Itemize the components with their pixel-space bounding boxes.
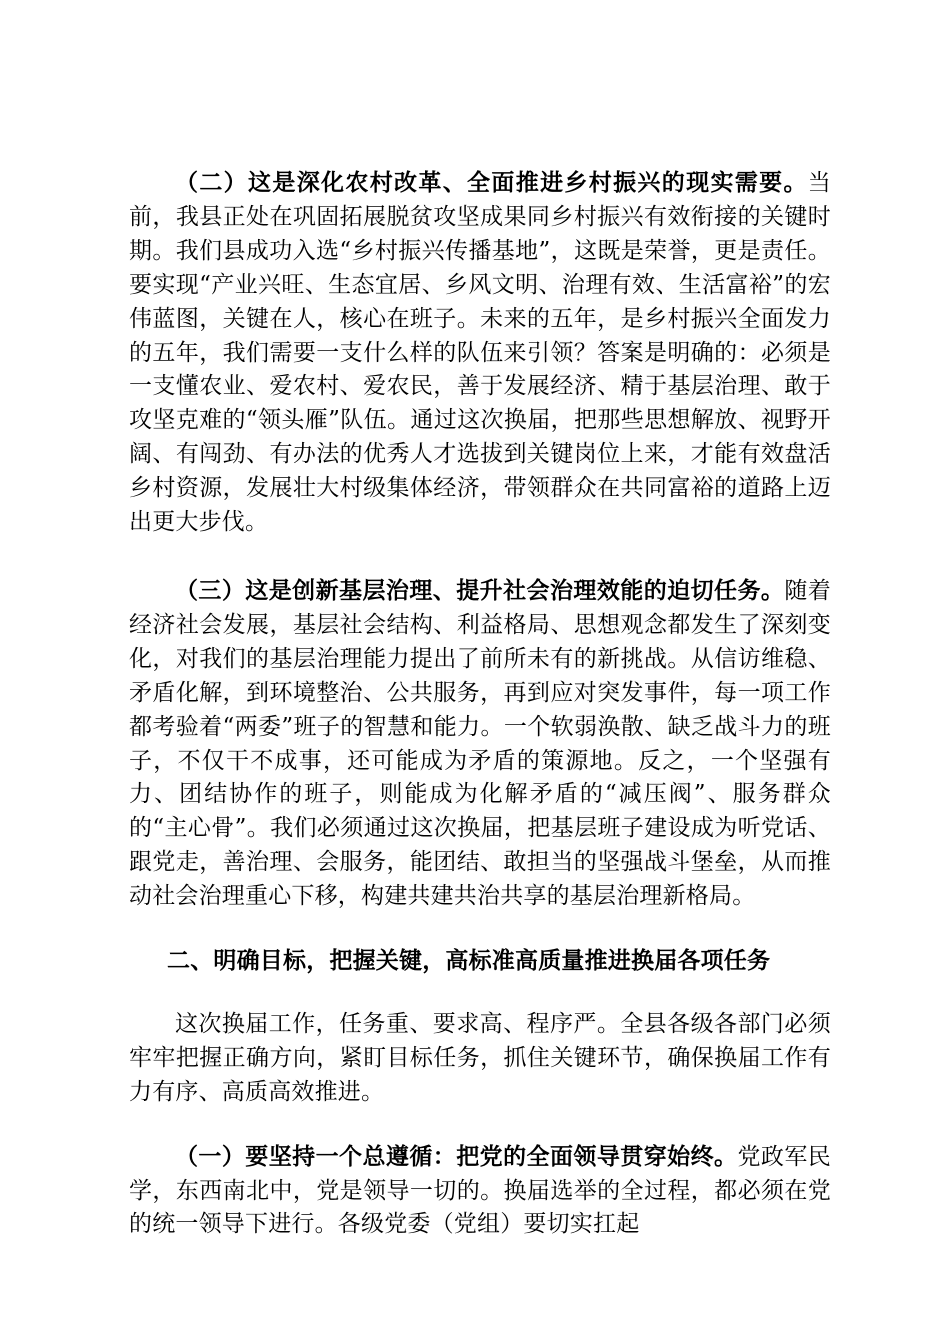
- section-heading-2: 二、明确目标，把握关键，高标准高质量推进换届各项任务: [167, 947, 771, 975]
- item-1-lead: （一）要坚持一个总遵循：把党的全面领导贯穿始终。: [175, 1142, 738, 1170]
- section-3-lead: （三）这是创新基层治理、提升社会治理效能的迫切任务。: [175, 576, 785, 604]
- document-page: [129, 166, 831, 1242]
- intro-body: 这次换届工作，任务重、要求高、程序严。全县各级各部门必须牢牢把握正确方向，紧盯目标任务，抓住关键环节，确保换届工作有力有序、高质高效推进。: [129, 1010, 831, 1105]
- paragraph-section-3: [129, 574, 831, 914]
- paragraph-section-2: [129, 166, 831, 540]
- section-3-body: 随着经济社会发展，基层社会结构、利益格局、思想观念都发生了深刻变化，对我们的基层治理能力提出了前所未有的新挑战。从信访维稳、矛盾化解，到环境整治、公共服务，再到应对突发事件，每一项工作都考验着“两委”班子的智慧和能力。一个软弱涣散、缺乏战斗力的班子，不仅干不成事，还可能成为矛盾的策源地。反之，一个坚强有力、团结协作的班子，则能成为化解矛盾的“减压阀”、服务群众的“主心骨”。我们必须通过这次换届，把基层班子建设成为听党话、跟党走，善治理、会服务，能团结、敢担当的坚强战斗堡垒，从而推动社会治理重心下移，构建共建共治共享的基层治理新格局。: [129, 577, 831, 910]
- section-2-lead: （二）这是深化农村改革、全面推进乡村振兴的现实需要。: [175, 169, 808, 196]
- section-2-body: 当前，我县正处在巩固拓展脱贫攻坚成果同乡村振兴有效衔接的关键时期。我们县成功入选“乡村振兴传播基地”，这既是荣誉，更是责任。要实现“产业兴旺、生态宜居、乡风文明、治理有效、生活富裕”的宏伟蓝图，关键在人，核心在班子。未来的五年，是乡村振兴全面发力的五年，我们需要一支什么样的队伍来引领？答案是明确的：必须是一支懂农业、爱农村、爱农民，善于发展经济、精于基层治理、敢于攻坚克难的“领头雁”队伍。通过这次换届，把那些思想解放、视野开阔、有闯劲、有办法的优秀人才选拔到关键岗位上来，才能有效盘活乡村资源，发展壮大村级集体经济，带领群众在共同富裕的道路上迈出更大步伐。: [129, 170, 831, 536]
- item-1-body: 党政军民学，东西南北中，党是领导一切的。换届选举的全过程，都必须在党的统一领导下进行。各级党委（党组）要切实扛起: [129, 1143, 831, 1238]
- paragraph-intro: [129, 1008, 831, 1110]
- paragraph-item-1: [129, 1140, 831, 1243]
